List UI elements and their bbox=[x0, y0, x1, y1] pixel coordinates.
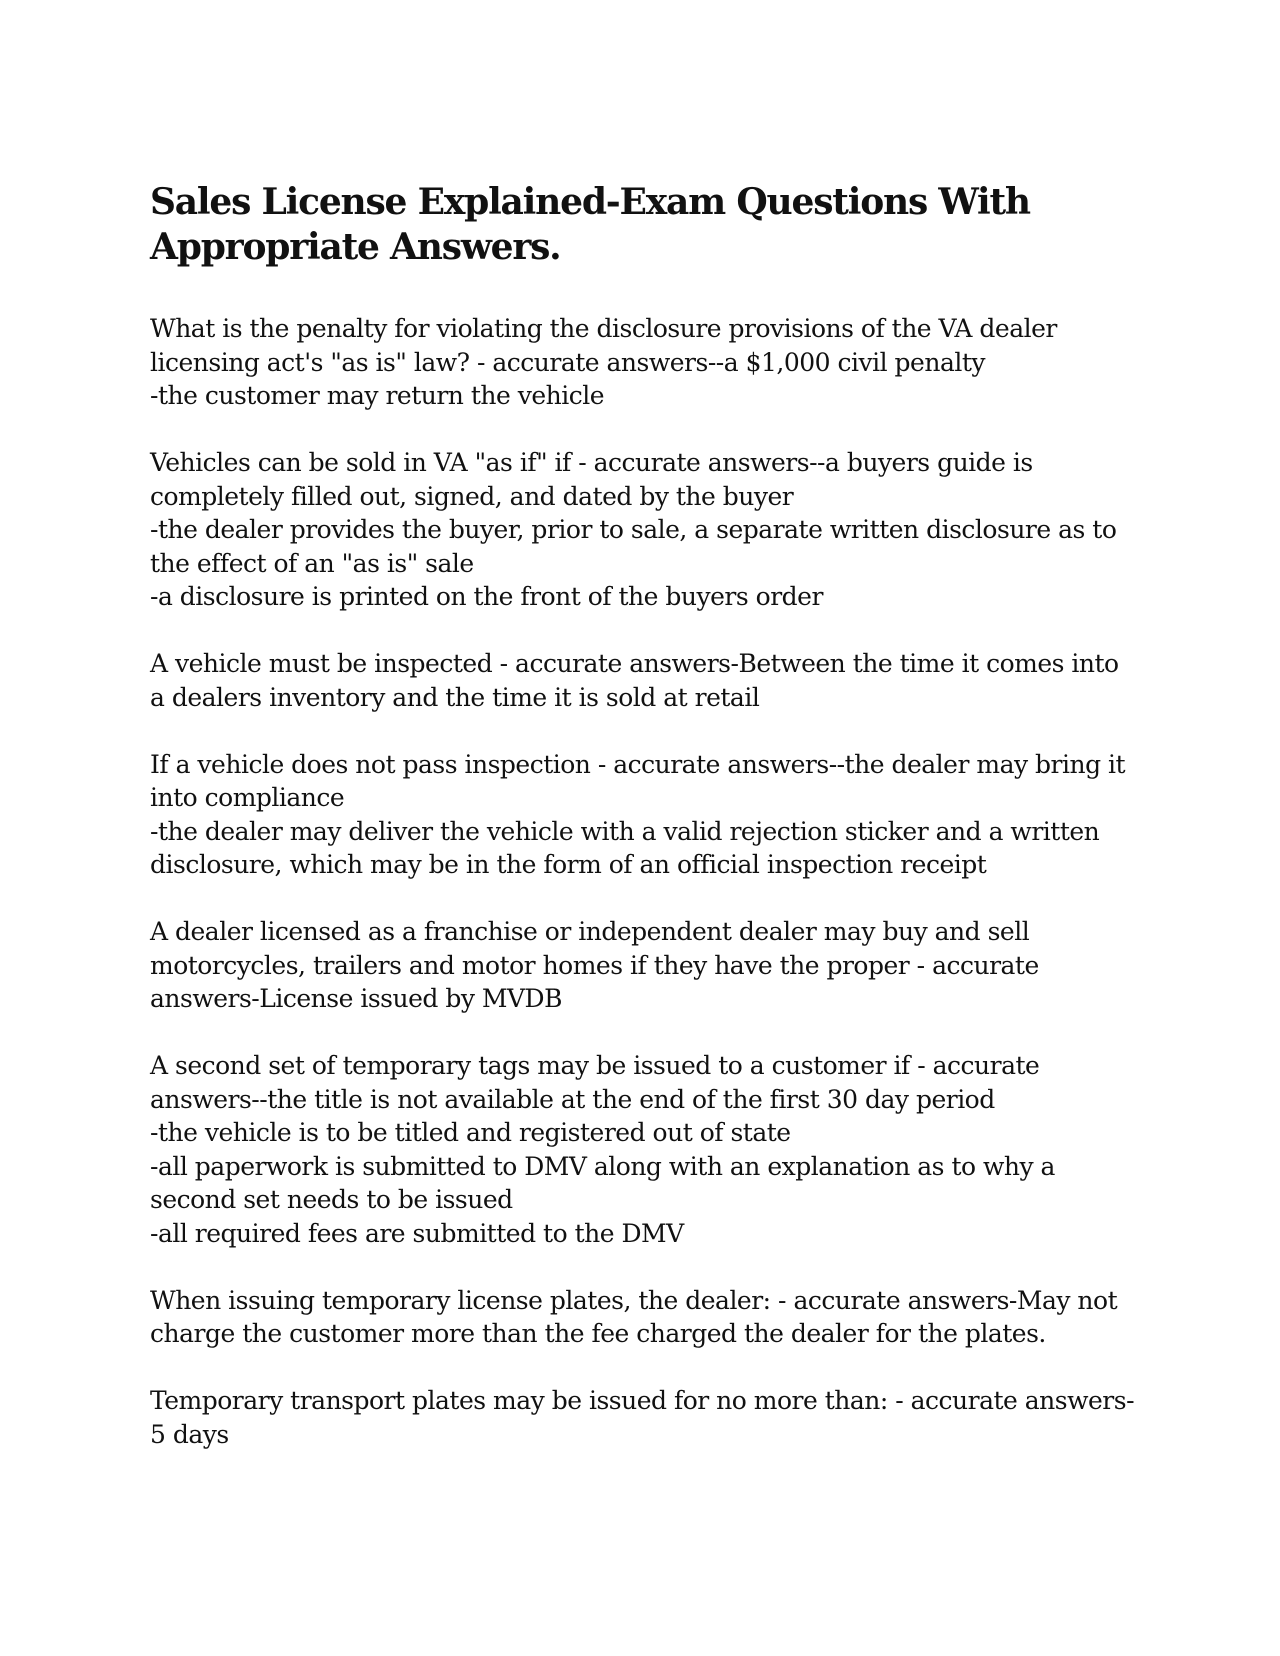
qa-item bbox=[150, 1049, 1135, 1250]
qa-question-line: If a vehicle does not pass inspection - accurate answers--the dealer may bring it into compliance bbox=[150, 749, 1126, 812]
qa-answer-line: -all required fees are submitted to the DMV bbox=[150, 1218, 684, 1248]
qa-answer-line: -the customer may return the vehicle bbox=[150, 381, 605, 410]
qa-item bbox=[150, 647, 1135, 714]
qa-answer-line: -the vehicle is to be titled and registered out of state bbox=[150, 1118, 791, 1147]
document-title: Sales License Explained-Exam Questions With Appropriate Answers. bbox=[150, 181, 1030, 268]
qa-question-line: A vehicle must be inspected - accurate answers-Between the time it comes into a dealers inventory and the time it is sold at retail bbox=[150, 649, 1119, 712]
qa-question-line: A dealer licensed as a franchise or independent dealer may buy and sell motorcycles, trailers and motor homes if they have the proper - accurate answers-License issued by MVDB bbox=[150, 917, 1039, 1013]
qa-item bbox=[150, 1284, 1135, 1351]
qa-item bbox=[150, 312, 1135, 413]
qa-question-line: Temporary transport plates may be issued for no more than: - accurate answers-5 days bbox=[150, 1386, 1135, 1449]
qa-answer-line: -a disclosure is printed on the front of the buyers order bbox=[150, 582, 823, 611]
qa-item bbox=[150, 915, 1135, 1016]
qa-question-line: When issuing temporary license plates, the dealer: - accurate answers-May not charge the customer more than the fee charged the dealer for the plates. bbox=[150, 1285, 1118, 1348]
qa-answer-line: -the dealer may deliver the vehicle with a valid rejection sticker and a written disclosure, which may be in the form of an official inspection receipt bbox=[150, 816, 1100, 879]
qa-answer-line: -the dealer provides the buyer, prior to sale, a separate written disclosure as to the effect of an "as is" sale bbox=[150, 515, 1117, 578]
qa-item bbox=[150, 748, 1135, 882]
qa-answer-line: -all paperwork is submitted to DMV along with an explanation as to why a second set needs to be issued bbox=[150, 1151, 1055, 1214]
document-page bbox=[150, 180, 1135, 1485]
qa-question-line: A second set of temporary tags may be issued to a customer if - accurate answers--the title is not available at the end of the first 30 day period bbox=[150, 1051, 1040, 1114]
qa-item bbox=[150, 1384, 1135, 1451]
qa-list bbox=[150, 312, 1135, 1451]
qa-question-line: What is the penalty for violating the disclosure provisions of the VA dealer licensing act's "as is" law? - accurate answers--a $1,000 civil penalty bbox=[150, 314, 1057, 377]
qa-question-line: Vehicles can be sold in VA "as if" if - accurate answers--a buyers guide is completely filled out, signed, and dated by the buyer bbox=[150, 448, 1033, 511]
qa-item bbox=[150, 446, 1135, 614]
